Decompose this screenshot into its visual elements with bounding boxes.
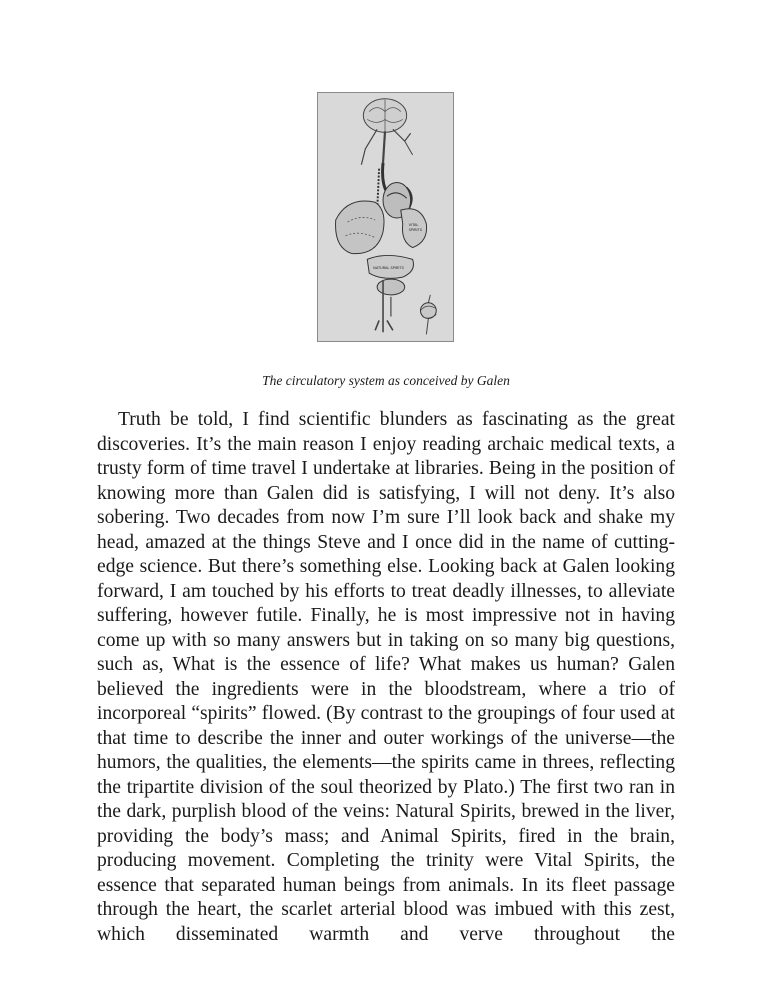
galen-circulatory-diagram-icon	[318, 93, 453, 341]
svg-text:VITAL: VITAL	[408, 222, 419, 227]
galen-circulatory-figure	[317, 92, 454, 342]
svg-text:SPIRITS: SPIRITS	[408, 227, 422, 232]
svg-text:NATURAL SPIRITS: NATURAL SPIRITS	[373, 266, 404, 271]
figure-caption: The circulatory system as conceived by Galen	[262, 373, 510, 388]
body-paragraph: Truth be told, I find scientific blunders as fascinating as the great discoveries. It’s the main reason I enjoy reading archaic medical texts, a trusty form of time travel I undertake at libraries. Being in the position of knowing more than Galen did is satisfying, I will not deny. It’s also sobering. Two decades from now I’m sure I’ll look back and shake my head, amazed at the things Steve and I once did in the name of cutting-edge science. But there’s something else. Looking back at Galen looking forward, I am touched by his efforts to treat deadly illnesses, to alleviate suffering, however futile. Finally, he is most impressive not in having come up with so many answers but in taking on so many big questions, such as, What is the essence of life? What makes us human? Galen believed the ingredients were in the bloodstream, where a trio of incorporeal “spirits” flowed. (By contrast to the groupings of four used at that time to describe the inner and outer workings of the universe—the humors, the qualities, the elements—the spirits came in threes, reflecting the tripartite division of the soul theorized by Plato.) The first two ran in the dark, purplish blood of the veins: Natural Spirits, brewed in the liver, providing the body’s mass; and Animal Spirits, fired in the brain, producing movement. Completing the trinity were Vital Spirits, the essence that separated human beings from animals. In its fleet passage through the heart, the scarlet arterial blood was imbued with this zest, which disseminated warmth and verve throughout the	[97, 409, 675, 945]
